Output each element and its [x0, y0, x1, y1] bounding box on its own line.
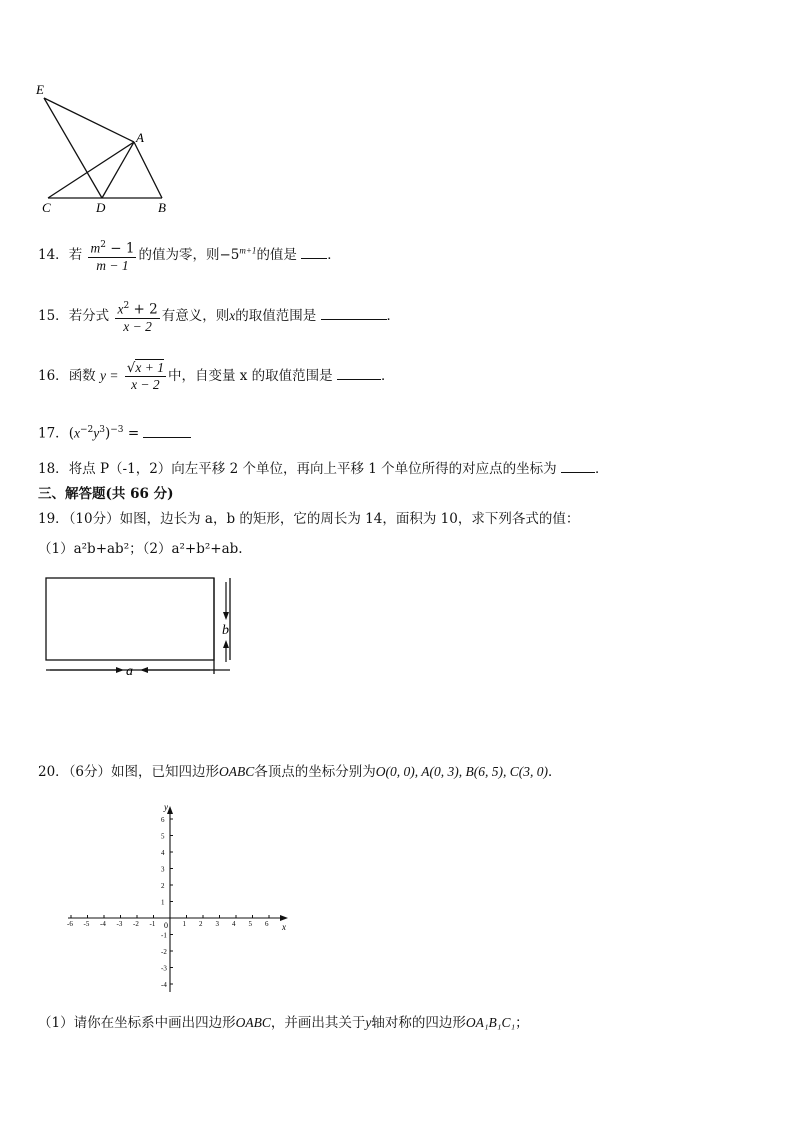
axis-y-label: y [164, 802, 168, 812]
label-d: D [96, 200, 106, 215]
y-tick-label: 1 [161, 898, 165, 907]
section-title: 三、解答题(共 66 分) [38, 486, 174, 502]
x-tick-label: 1 [182, 920, 186, 928]
y-tick-label: 3 [161, 865, 165, 874]
label-e: E [36, 82, 44, 97]
question-19-parts: （1）a²b+ab²；（2）a²+b²+ab. [38, 541, 243, 557]
x-tick-label: 3 [215, 920, 219, 928]
q18-answer-blank[interactable] [561, 458, 595, 473]
triangle-figure [30, 80, 180, 215]
q14-number: 14． [38, 246, 69, 263]
rectangle-figure [40, 574, 240, 680]
y-tick-label: 2 [161, 882, 165, 890]
label-b: b [222, 623, 229, 638]
question-19: 19．（10分）如图，边长为 a，b 的矩形，它的周长为 14，面积为 10，求下列各式的值： [38, 511, 580, 527]
q14-answer-blank[interactable] [301, 244, 327, 259]
y-tick-label: -4 [161, 981, 167, 989]
x-tick-label: 5 [248, 920, 252, 928]
x-tick-label: -3 [116, 920, 123, 928]
question-14: 14．若 $\frac{m^2 - 1}{m - 1}$ 的值为零，则$-5^{m+1}$的值是 ． [38, 237, 341, 274]
q14-fraction: $\frac{m^2 - 1}{m - 1}$ [88, 237, 136, 274]
label-b: B [158, 200, 166, 215]
axis-x-label: x [282, 922, 286, 932]
question-17: 17．$(x^{-2}y^3)^{-3}$ = [38, 421, 191, 443]
x-tick-label: 4 [232, 920, 236, 928]
question-20-part-1: （1）请你在坐标系中画出四边形OABC，并画出其关于y轴对称的四边形OA₁B₁C₁； [38, 1015, 529, 1031]
q14-mid: 的值为零，则 [138, 246, 220, 263]
label-a: A [136, 130, 144, 145]
y-tick-label: 4 [161, 849, 165, 857]
question-16: 16．函数 y = $\frac{√x + 1}{x - 2}$ 中，自变量 x 的取值范围是 ． [38, 360, 395, 392]
y-tick-label: -2 [161, 948, 167, 956]
q14-pre: 若 [68, 246, 83, 263]
q16-fraction: $\frac{√x + 1}{x - 2}$ [126, 360, 164, 392]
q16-answer-blank[interactable] [337, 365, 381, 380]
q17-answer-blank[interactable] [143, 423, 191, 438]
x-tick-label: -1 [149, 920, 156, 928]
origin-label: 0 [164, 921, 168, 930]
x-tick-label: -4 [100, 920, 106, 928]
x-tick-label: 2 [199, 920, 203, 928]
question-15: 15．若分式 $\frac{x^2 + 2}{x - 2}$ 有意义，则x的取值范围是 ． [38, 298, 400, 335]
x-tick-label: -2 [133, 920, 139, 928]
q15-fraction: $\frac{x^2 + 2}{x - 2}$ [115, 298, 159, 335]
y-tick-label: 6 [161, 816, 165, 824]
y-tick-label: -3 [161, 964, 167, 973]
x-tick-label: -6 [67, 920, 73, 928]
label-a: a [126, 664, 133, 679]
coordinate-grid [40, 800, 300, 1000]
label-c: C [42, 200, 51, 215]
y-tick-label: 5 [161, 832, 165, 841]
question-18: 18．将点 P（-1，2）向左平移 2 个单位，再向上平移 1 个单位所得的对应点的坐标为 ． [38, 458, 608, 478]
x-tick-label: 6 [265, 920, 269, 928]
q15-answer-blank[interactable] [321, 305, 387, 320]
question-20: 20．（6分）如图，已知四边形OABC各顶点的坐标分别为O(0, 0), A(0, 3), B(6, 5), C(3, 0)． [38, 764, 562, 780]
x-tick-label: -5 [83, 920, 90, 928]
y-tick-label: -1 [161, 931, 167, 940]
